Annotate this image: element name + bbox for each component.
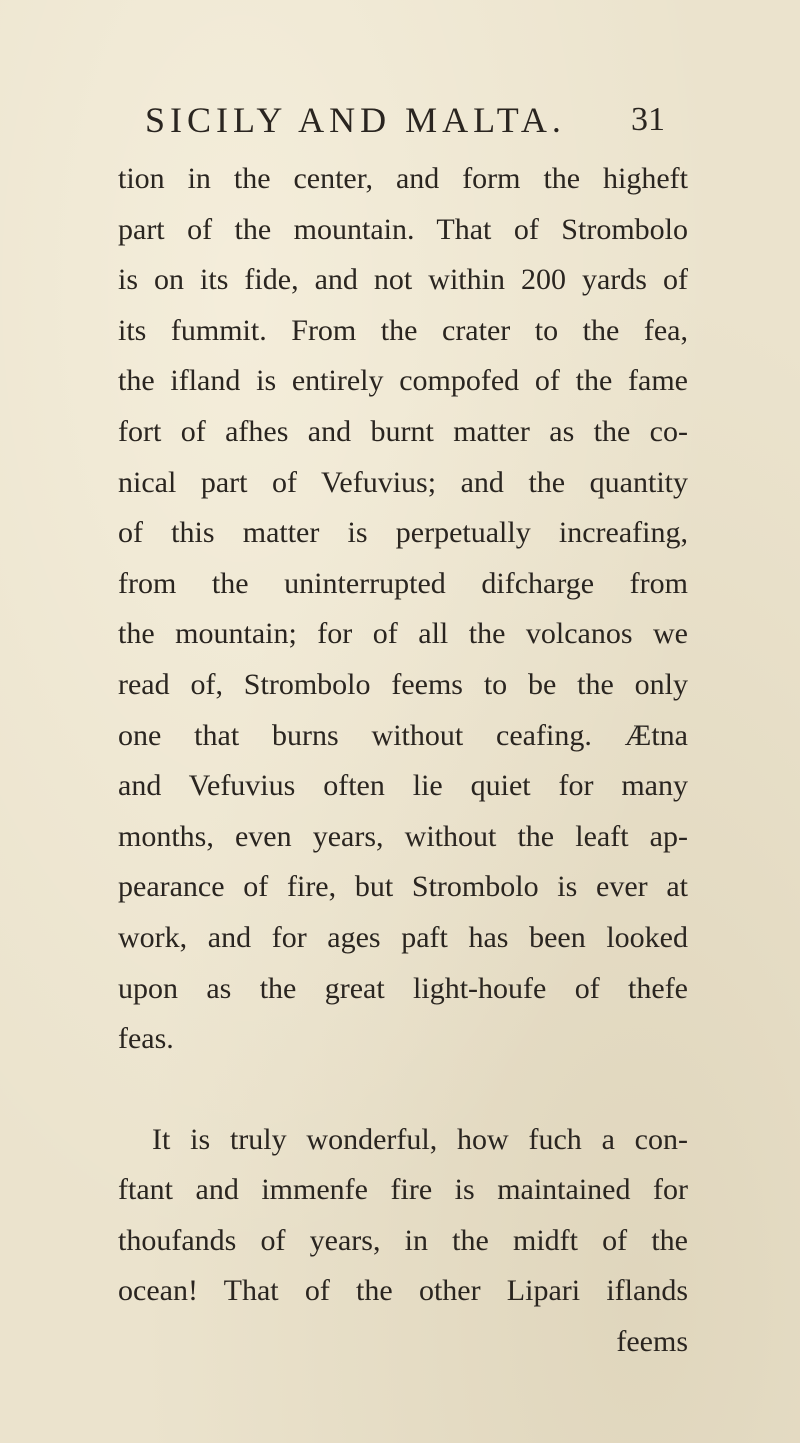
text-line: months, even years, without the leaft ap- <box>118 819 688 853</box>
text-line: part of the mountain. That of Strombolo <box>118 212 688 246</box>
catchword: feems <box>616 1325 688 1359</box>
page-number: 31 <box>631 101 665 138</box>
text-line: read of, Strombolo feems to be the only <box>118 667 688 701</box>
text-line: is on its fide, and not within 200 yards of <box>118 263 688 297</box>
paragraph-2 <box>118 1115 688 1317</box>
text-line: thoufands of years, in the midft of the <box>118 1223 688 1257</box>
running-title: SICILY AND MALTA. <box>145 100 566 140</box>
body-text <box>118 154 688 1368</box>
text-line: ocean! That of the other Lipari iflands <box>118 1274 688 1308</box>
text-line: and Vefuvius often lie quiet for many <box>118 769 688 803</box>
text-line: nical part of Vefuvius; and the quantity <box>118 465 688 499</box>
text-line: one that burns without ceafing. Ætna <box>118 718 688 752</box>
text-line: ftant and immenfe fire is maintained for <box>118 1173 688 1207</box>
text-line: from the uninterrupted difcharge from <box>118 566 688 600</box>
text-line: pearance of fire, but Strombolo is ever at <box>118 870 688 904</box>
text-line: tion in the center, and form the higheft <box>118 162 688 195</box>
page-header <box>145 90 665 150</box>
paragraph-1 <box>118 154 688 1065</box>
text-line: of this matter is perpetually increafing, <box>118 516 688 550</box>
paragraph-gap <box>118 1065 688 1115</box>
text-line: its fummit. From the crater to the fea, <box>118 313 688 347</box>
text-line: upon as the great light-houfe of thefe <box>118 971 688 1005</box>
text-line: work, and for ages paft has been looked <box>118 920 688 954</box>
text-line: the mountain; for of all the volcanos we <box>118 617 688 651</box>
text-line: feas. <box>118 1022 174 1056</box>
text-line: fort of afhes and burnt matter as the co- <box>118 414 688 448</box>
text-line: It is truly wonderful, how fuch a con- <box>152 1122 688 1156</box>
text-line: the ifland is entirely compofed of the fame <box>118 364 688 398</box>
